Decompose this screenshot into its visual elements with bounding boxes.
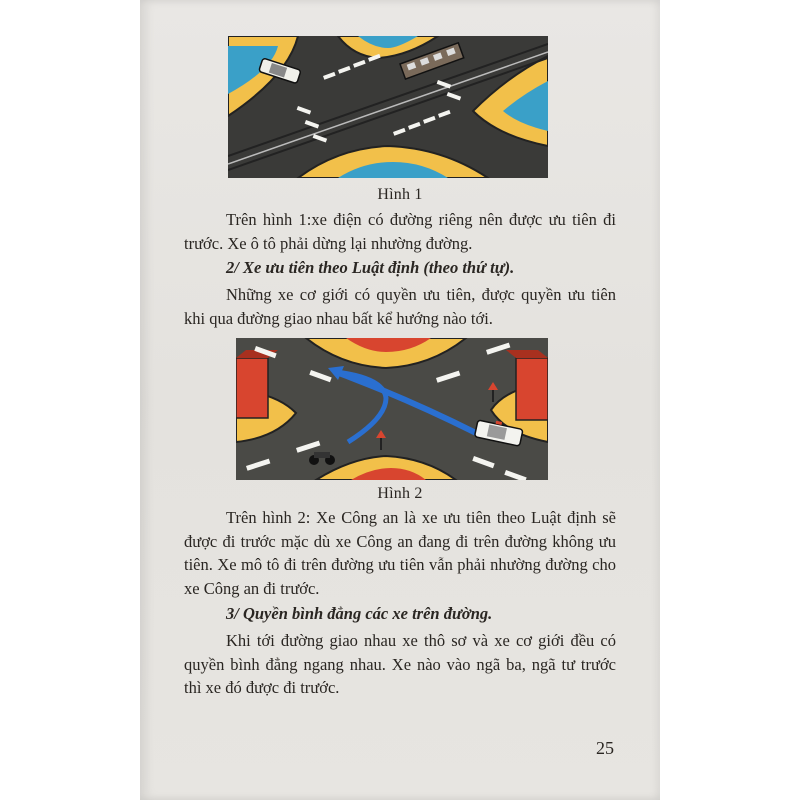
paragraph-1: Trên hình 1:xe điện có đường riêng nên được ưu tiên đi trước. Xe ô tô phải dừng lại nhường đường.	[184, 210, 616, 253]
section-2-heading: 2/ Xe ưu tiên theo Luật định (theo thứ tự).	[226, 258, 515, 277]
paragraph-4: Khi tới đường giao nhau xe thô sơ và xe cơ giới đều có quyền bình đẳng ngang nhau. Xe nào vào ngã ba, ngã tư trước thì xe đó được đi trước.	[184, 631, 616, 697]
figure-2-caption: Hình 2	[377, 485, 423, 502]
page-number: 25	[596, 738, 614, 758]
figure-1-caption: Hình 1	[377, 186, 423, 203]
figure-2-illustration	[236, 338, 548, 480]
book-page	[140, 0, 660, 800]
paragraph-2: Những xe cơ giới có quyền ưu tiên, được quyền ưu tiên khi qua đường giao nhau bất kể hướng nào tới.	[184, 285, 616, 328]
tram-intersection-drawing	[228, 36, 548, 178]
section-3-heading: 3/ Quyền bình đẳng các xe trên đường.	[226, 604, 493, 623]
priority-intersection-drawing	[236, 338, 548, 480]
figure-1-illustration	[228, 36, 548, 178]
paragraph-3: Trên hình 2: Xe Công an là xe ưu tiên theo Luật định sẽ được đi trước mặc dù xe Công an đang đi trên đường không ưu tiên. Xe mô tô đi trên đường ưu tiên vẫn phải nhường đường cho xe Công an đi trước.	[184, 508, 616, 598]
